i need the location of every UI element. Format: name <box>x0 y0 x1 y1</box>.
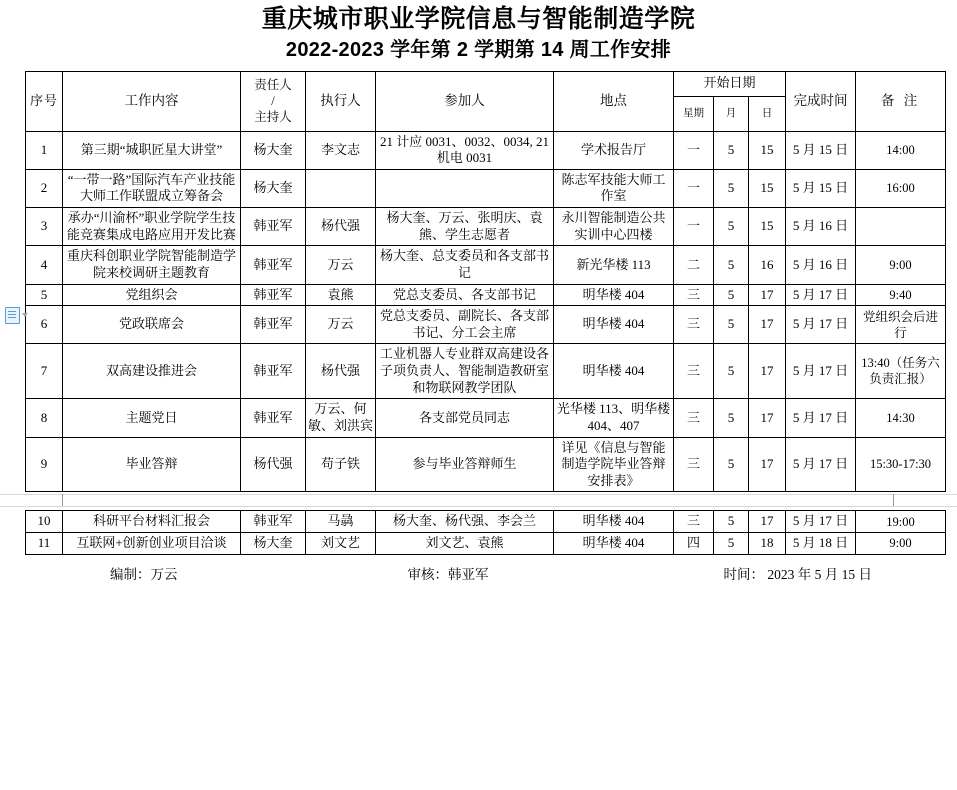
header-responsible-line3: 主持人 <box>254 110 292 124</box>
cell-seq: 3 <box>26 208 63 246</box>
title-block <box>0 0 957 63</box>
cell-place: 陈志军技能大师工作室 <box>554 169 674 207</box>
cell-month: 5 <box>714 306 749 344</box>
cell-content: 党组织会 <box>63 284 241 306</box>
cell-month: 5 <box>714 131 749 169</box>
cell-remark: 9:00 <box>856 246 946 284</box>
cell-weekday: 三 <box>674 437 714 492</box>
cell-day: 17 <box>749 511 786 533</box>
cell-responsible: 韩亚军 <box>241 511 306 533</box>
cell-day: 17 <box>749 284 786 306</box>
cell-place: 新光华楼 113 <box>554 246 674 284</box>
cell-finish-time: 5 月 17 日 <box>786 284 856 306</box>
cell-finish-time: 5 月 16 日 <box>786 246 856 284</box>
cell-remark: 14:30 <box>856 399 946 437</box>
cell-attendees: 杨大奎、万云、张明庆、袁熊、学生志愿者 <box>376 208 554 246</box>
cell-executor: 杨代强 <box>306 344 376 399</box>
cell-responsible: 韩亚军 <box>241 344 306 399</box>
cell-executor: 刘文艺 <box>306 533 376 555</box>
cell-place: 明华楼 404 <box>554 511 674 533</box>
cell-weekday: 三 <box>674 306 714 344</box>
cell-place: 光华楼 113、明华楼 404、407 <box>554 399 674 437</box>
cell-responsible: 韩亚军 <box>241 306 306 344</box>
cell-executor <box>306 169 376 207</box>
cell-content: 双高建设推进会 <box>63 344 241 399</box>
table-row <box>26 437 946 492</box>
cell-weekday: 三 <box>674 511 714 533</box>
header-responsible <box>241 71 306 131</box>
cell-finish-time: 5 月 17 日 <box>786 437 856 492</box>
cell-weekday: 四 <box>674 533 714 555</box>
cell-weekday: 一 <box>674 131 714 169</box>
table-body-part2 <box>26 511 946 554</box>
cell-finish-time: 5 月 16 日 <box>786 208 856 246</box>
cell-seq: 5 <box>26 284 63 306</box>
header-content: 工作内容 <box>63 71 241 131</box>
header-month: 月 <box>714 96 749 131</box>
cell-executor: 袁熊 <box>306 284 376 306</box>
paste-options-icon[interactable] <box>5 307 33 323</box>
cell-finish-time: 5 月 15 日 <box>786 169 856 207</box>
cell-place: 明华楼 404 <box>554 533 674 555</box>
page-break-gap <box>0 492 957 510</box>
cell-month: 5 <box>714 284 749 306</box>
cell-finish-time: 5 月 17 日 <box>786 511 856 533</box>
cell-month: 5 <box>714 511 749 533</box>
cell-day: 18 <box>749 533 786 555</box>
table-row <box>26 344 946 399</box>
cell-seq: 6 <box>26 306 63 344</box>
cell-place: 学术报告厅 <box>554 131 674 169</box>
cell-content: “一带一路”国际汽车产业技能大师工作联盟成立筹备会 <box>63 169 241 207</box>
cell-executor: 苟子铁 <box>306 437 376 492</box>
cell-content: 重庆科创职业学院智能制造学院来校调研主题教育 <box>63 246 241 284</box>
cell-content: 互联网+创新创业项目洽谈 <box>63 533 241 555</box>
footer-date: 时间： 2023 年 5 月 15 日 <box>723 566 872 582</box>
cell-executor: 万云 <box>306 246 376 284</box>
cell-weekday: 一 <box>674 208 714 246</box>
page-subtitle: 2022-2023 学年第 2 学期第 14 周工作安排 <box>285 38 672 61</box>
header-weekday: 星期 <box>674 96 714 131</box>
cell-content: 科研平台材料汇报会 <box>63 511 241 533</box>
cell-executor: 马骉 <box>306 511 376 533</box>
footer <box>0 563 957 583</box>
header-remark: 备 注 <box>856 71 946 131</box>
cell-remark: 9:40 <box>856 284 946 306</box>
cell-remark: 15:30-17:30 <box>856 437 946 492</box>
cell-month: 5 <box>714 344 749 399</box>
table-row <box>26 131 946 169</box>
table-row <box>26 533 946 555</box>
footer-reviewed-by: 审核：韩亚军 <box>407 566 489 582</box>
cell-responsible: 韩亚军 <box>241 284 306 306</box>
cell-attendees: 参与毕业答辩师生 <box>376 437 554 492</box>
cell-seq: 9 <box>26 437 63 492</box>
cell-finish-time: 5 月 15 日 <box>786 131 856 169</box>
cell-month: 5 <box>714 246 749 284</box>
cell-day: 15 <box>749 208 786 246</box>
cell-content: 党政联席会 <box>63 306 241 344</box>
cell-attendees: 杨大奎、总支委员和各支部书记 <box>376 246 554 284</box>
cell-weekday: 三 <box>674 284 714 306</box>
header-finish-time: 完成时间 <box>786 71 856 131</box>
cell-day: 17 <box>749 437 786 492</box>
cell-day: 17 <box>749 306 786 344</box>
cell-seq: 8 <box>26 399 63 437</box>
cell-seq: 2 <box>26 169 63 207</box>
header-place: 地点 <box>554 71 674 131</box>
header-seq: 序号 <box>26 71 63 131</box>
table-row <box>26 284 946 306</box>
table-row <box>26 399 946 437</box>
cell-place: 明华楼 404 <box>554 306 674 344</box>
cell-attendees <box>376 169 554 207</box>
cell-attendees: 刘文艺、袁熊 <box>376 533 554 555</box>
cell-executor: 李文志 <box>306 131 376 169</box>
header-responsible-line1: 责任人 <box>254 78 292 92</box>
page-break-tick-right <box>893 494 894 506</box>
cell-day: 15 <box>749 169 786 207</box>
cell-executor: 万云、何敏、刘洪宾 <box>306 399 376 437</box>
header-start-date: 开始日期 <box>674 71 786 96</box>
cell-remark: 19:00 <box>856 511 946 533</box>
cell-remark <box>856 208 946 246</box>
cell-attendees: 党总支委员、各支部书记 <box>376 284 554 306</box>
cell-attendees: 工业机器人专业群双高建设各子项负责人、智能制造教研室和物联网教学团队 <box>376 344 554 399</box>
header-day: 日 <box>749 96 786 131</box>
cell-remark: 党组织会后进行 <box>856 306 946 344</box>
cell-executor: 杨代强 <box>306 208 376 246</box>
cell-executor: 万云 <box>306 306 376 344</box>
table-row <box>26 511 946 533</box>
cell-responsible: 杨大奎 <box>241 533 306 555</box>
cell-attendees: 各支部党员同志 <box>376 399 554 437</box>
cell-responsible: 杨大奎 <box>241 131 306 169</box>
cell-attendees: 杨大奎、杨代强、李会兰 <box>376 511 554 533</box>
page-break-rule-bottom <box>0 506 957 507</box>
cell-place: 明华楼 404 <box>554 284 674 306</box>
page-break-tick-left <box>62 494 63 506</box>
cell-content: 承办“川渝杯”职业学院学生技能竞赛集成电路应用开发比赛 <box>63 208 241 246</box>
cell-day: 16 <box>749 246 786 284</box>
cell-place: 详见《信息与智能制造学院毕业答辩安排表》 <box>554 437 674 492</box>
table-header <box>26 71 946 131</box>
header-responsible-line2: / <box>271 94 275 108</box>
cell-content: 第三期“城职匠星大讲堂” <box>63 131 241 169</box>
cell-month: 5 <box>714 208 749 246</box>
cell-seq: 1 <box>26 131 63 169</box>
cell-month: 5 <box>714 437 749 492</box>
schedule-table-part2 <box>25 510 946 554</box>
cell-month: 5 <box>714 399 749 437</box>
cell-month: 5 <box>714 533 749 555</box>
cell-responsible: 杨大奎 <box>241 169 306 207</box>
cell-finish-time: 5 月 18 日 <box>786 533 856 555</box>
cell-weekday: 一 <box>674 169 714 207</box>
cell-place: 永川智能制造公共实训中心四楼 <box>554 208 674 246</box>
cell-weekday: 三 <box>674 399 714 437</box>
cell-responsible: 杨代强 <box>241 437 306 492</box>
cell-place: 明华楼 404 <box>554 344 674 399</box>
cell-attendees: 党总支委员、副院长、各支部书记、分工会主席 <box>376 306 554 344</box>
footer-compiled-by: 编制：万云 <box>110 566 178 582</box>
cell-content: 毕业答辩 <box>63 437 241 492</box>
cell-month: 5 <box>714 169 749 207</box>
cell-attendees: 21 计应 0031、0032、0034, 21 机电 0031 <box>376 131 554 169</box>
schedule-table-wrap <box>25 71 945 555</box>
cell-seq: 4 <box>26 246 63 284</box>
cell-day: 17 <box>749 344 786 399</box>
chevron-down-icon <box>22 313 28 317</box>
table-row <box>26 208 946 246</box>
cell-remark: 16:00 <box>856 169 946 207</box>
cell-responsible: 韩亚军 <box>241 399 306 437</box>
cell-seq: 10 <box>26 511 63 533</box>
cell-finish-time: 5 月 17 日 <box>786 399 856 437</box>
cell-remark: 14:00 <box>856 131 946 169</box>
cell-finish-time: 5 月 17 日 <box>786 344 856 399</box>
cell-day: 17 <box>749 399 786 437</box>
page-title: 重庆城市职业学院信息与智能制造学院 <box>261 5 696 33</box>
cell-responsible: 韩亚军 <box>241 246 306 284</box>
cell-weekday: 三 <box>674 344 714 399</box>
schedule-table-part1 <box>25 71 946 493</box>
cell-day: 15 <box>749 131 786 169</box>
cell-responsible: 韩亚军 <box>241 208 306 246</box>
table-row <box>26 306 946 344</box>
cell-weekday: 二 <box>674 246 714 284</box>
table-row <box>26 246 946 284</box>
cell-seq: 7 <box>26 344 63 399</box>
paste-document-icon <box>5 307 20 324</box>
table-body-part1 <box>26 131 946 492</box>
header-attendees: 参加人 <box>376 71 554 131</box>
page-break-rule-top <box>0 494 957 495</box>
cell-remark: 13:40（任务六负责汇报） <box>856 344 946 399</box>
table-row <box>26 169 946 207</box>
header-executor: 执行人 <box>306 71 376 131</box>
header-row-top <box>26 71 946 96</box>
cell-seq: 11 <box>26 533 63 555</box>
cell-remark: 9:00 <box>856 533 946 555</box>
cell-content: 主题党日 <box>63 399 241 437</box>
cell-finish-time: 5 月 17 日 <box>786 306 856 344</box>
